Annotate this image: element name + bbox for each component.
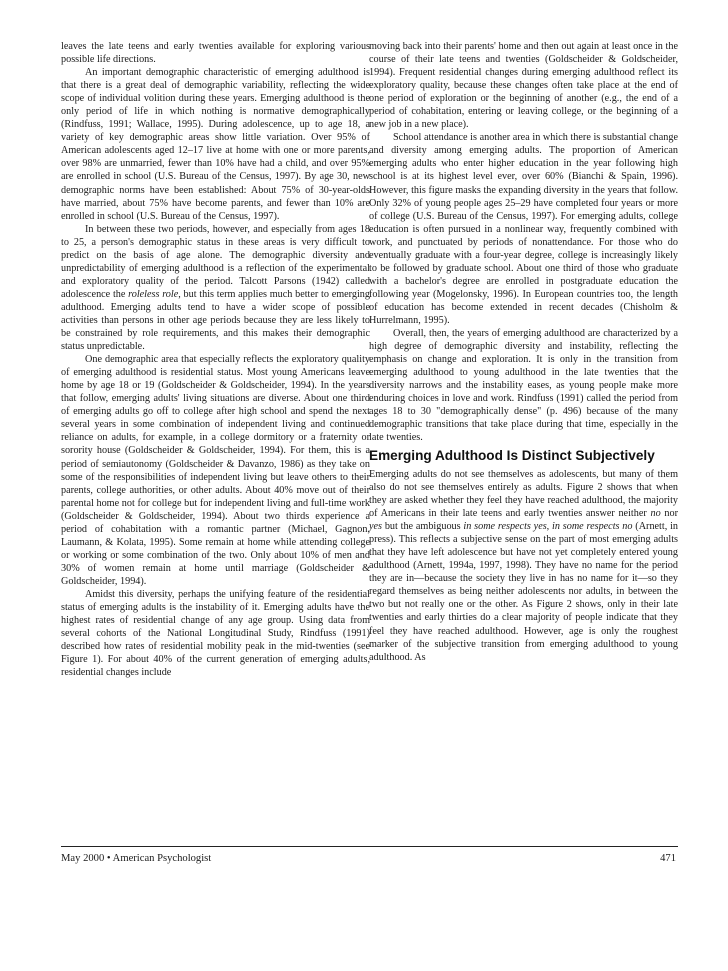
paragraph: School attendance is another area in which there is substantial change and diversity among emerging adults. The proportion of American emerging adults who enter higher education in the year following high school is at its highest level ever, over 60% (Bianchi & Spain, 1996). However, this figure masks the expanding diversity in the years that follow. Only 32% of young people ages 25–29 have completed four years or more of college (U.S. Bureau of the Census, 1997). For emerging adults, college education is often pursued in a nonlinear way, frequently combined with work, and punctuated by periods of nonattendance. For those who do eventually graduate with a four-year degree, college is increasingly likely to be followed by graduate school. About one third of those who graduate with a bachelor's degree are enrolled in postgraduate education the following year (Mogelonsky, 1996). In European countries too, the length of education has become extended in recent decades (Chisholm & Hurrelmann, 1995). bbox=[369, 132, 678, 326]
text-run: Emerging adults do not see themselves as adolescents, but many of them also do not see themselves entirely as adults. Figure 2 shows that when they are asked whether they feel they have reached adulthood, the majority of Americans in their late teens and early twenties answer neither bbox=[369, 468, 678, 520]
paragraph: leaves the late teens and early twenties available for exploring various possible life directions. bbox=[61, 41, 370, 66]
italic-term: roleless role bbox=[128, 288, 179, 300]
italic-term: in some respects yes, in some respects no bbox=[463, 521, 633, 533]
page-number: 471 bbox=[660, 853, 676, 864]
paragraph bbox=[369, 468, 678, 664]
paragraph bbox=[61, 223, 370, 353]
paragraph: One demographic area that especially reflects the exploratory quality of emerging adulthood is residential status. Most young Americans leave home by age 18 or 19 (Goldscheider & Goldscheider, 1994). In the years that follow, emerging adults' living situations are diverse. About one third of emerging adults go off to college after high school and spend the next several years in some combination of independent living and continued reliance on adults, for example, in a college dormitory or a fraternity or sorority house (Goldscheider & Goldscheider, 1994). For them, this is a period of semiautonomy (Goldscheider & Davanzo, 1986) as they take on some of the responsibilities of independent living but leave others to their parents, college authorities, or other adults. About 40% move out of their parental home not for college but for independent living and full-time work (Goldscheider & Goldscheider, 1994). About two thirds experience a period of cohabitation with a romantic partner (Michael, Gagnon, Laumann, & Kolata, 1995). Some remain at home while attending college or working or some combination of the two. Only about 10% of men and 30% of women remain at home until marriage (Goldscheider & Goldscheider, 1994). bbox=[61, 354, 370, 587]
text-run: In between these two periods, however, and especially from ages 18 to 25, a person's demographic status in these areas is very difficult to predict on the basis of age alone. The demographic diversity and unpredictability of emerging adulthood is a reflection of the experimental and exploratory quality of the period. Talcott Parsons (1942) called adolescence the bbox=[61, 223, 370, 300]
paragraph: Overall, then, the years of emerging adulthood are characterized by a high degree of demographic diversity and instability, reflecting the emphasis on change and exploration. It is only in the transition from emerging adulthood to young adulthood in the late twenties that the diversity narrows and the instability eases, as young people make more enduring choices in love and work. Rindfuss (1991) called the period from ages 18 to 30 "demographically dense" (p. 496) because of the many demographic transitions that take place during that time, especially in the late twenties. bbox=[369, 328, 678, 444]
text-run: nor bbox=[660, 508, 678, 520]
italic-term: no bbox=[650, 508, 661, 520]
text-run: (Arnett, in press). This reflects a subjective sense on the part of most emerging adults that they have left adolescence but have not yet completely entered young adulthood (Arnett, 1994a, 1997, 1998). They have no name for the period they are in—because the society they live in has no name for it—so they regard themselves as being neither adolescents nor adults, in between the two but not really one or the other. As Figure 2 shows, only in their late twenties and early thirties do a clear majority of people indicate that they feel they have reached adulthood. However, age is only the roughest marker of the subjective transition from emerging adulthood to young adulthood. As bbox=[369, 521, 678, 663]
paragraph: An important demographic characteristic of emerging adulthood is that there is a great deal of demographic variability, reflecting the wide scope of individual volition during these years. Emerging adulthood is the only period of life in which nothing is normative demographically (Rindfuss, 1991; Wallace, 1995). During adolescence, up to age 18, a variety of key demographic areas show little variation. Over 95% of American adolescents aged 12–17 live at home with one or more parents, over 98% are unmarried, fewer than 10% have had a child, and over 95% are enrolled in school (U.S. Bureau of the Census, 1997). By age 30, new demographic norms have been established: About 75% of 30-year-olds have married, about 75% have become parents, and fewer than 10% are enrolled in school (U.S. Bureau of the Census, 1997). bbox=[61, 67, 370, 222]
left-column bbox=[61, 40, 370, 679]
journal-footer: May 2000 • American Psychologist bbox=[61, 853, 212, 864]
footer-rule bbox=[61, 846, 678, 847]
text-run: but the ambiguous bbox=[382, 521, 464, 533]
italic-term: yes bbox=[369, 521, 383, 533]
right-column bbox=[369, 40, 678, 664]
section-heading: Emerging Adulthood Is Distinct Subjectively bbox=[369, 448, 655, 464]
paragraph: moving back into their parents' home and then out again at least once in the course of their late teens and twenties (Goldscheider & Goldscheider, 1994). Frequent residential changes during emerging adulthood reflect its exploratory quality, because these changes often take place at the end of one period of exploration or the beginning of another (e.g., the end of a period of cohabitation, entering or leaving college, or the beginning of a new job in a new place). bbox=[369, 41, 678, 131]
text-run: , but this term applies much better to emerging adulthood. Emerging adults tend to have a wider scope of possible activities than persons in other age periods because they are less likely to be constrained by role requirements, and this makes their demographic status unpredictable. bbox=[61, 288, 370, 353]
paragraph: Amidst this diversity, perhaps the unifying feature of the residential status of emerging adults is the instability of it. Emerging adults have the highest rates of residential change of any age group. Using data from several cohorts of the National Longitudinal Study, Rindfuss (1991) described how rates of residential mobility peak in the mid-twenties (see Figure 1). For about 40% of the current generation of emerging adults, residential changes include bbox=[61, 588, 370, 679]
